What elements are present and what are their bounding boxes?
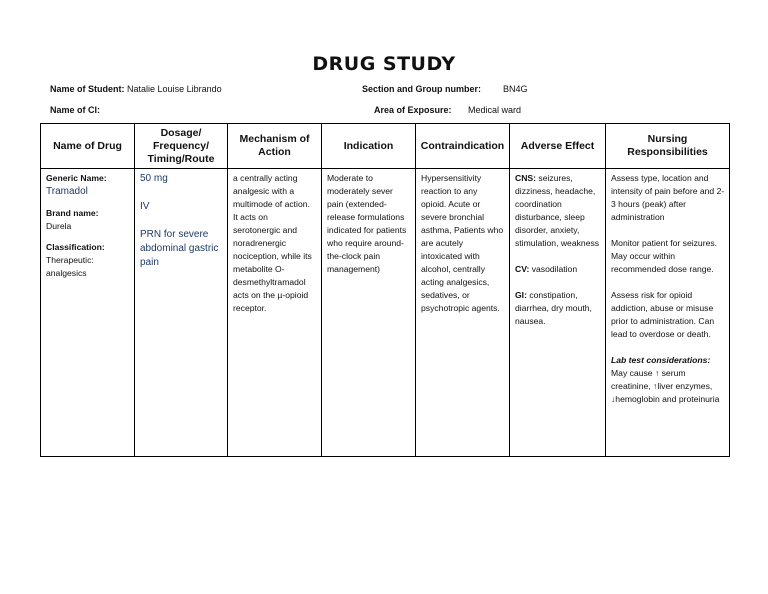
cell-drug (41, 169, 135, 457)
cell-dosage (135, 169, 228, 457)
section-label: Section and Group number: (362, 84, 482, 94)
cell-nursing (606, 169, 730, 457)
adverse-cns: CNS: seizures, dizziness, headache, coordination disturbance, sleep disorder, anxiety, stimulation, weakness (515, 173, 600, 248)
col-header-adverse: Adverse Effect (510, 124, 606, 169)
col-header-mechanism: Mechanism of Action (228, 124, 322, 169)
section-row (362, 84, 481, 94)
nursing-item-1: Assess type, location and intensity of pain before and 2-3 hours (peak) after administration (611, 173, 725, 222)
col-header-indication: Indication (322, 124, 416, 169)
student-value: Natalie Louise Librando (127, 84, 222, 94)
area-row (374, 105, 452, 115)
class-label: Classification: (46, 242, 105, 252)
generic-label: Generic Name: (46, 173, 107, 183)
ci-label: Name of CI: (50, 105, 101, 115)
timing-value: PRN for severe abdominal gastric pain (140, 229, 219, 268)
lab-value: May cause ↑ serum creatinine, ↑liver enzymes, ↓hemoglobin and proteinuria (611, 368, 720, 404)
area-value: Medical ward (468, 105, 522, 115)
drug-study-table (40, 123, 730, 457)
area-label: Area of Exposure: (374, 105, 452, 115)
col-header-nursing: Nursing Responsibilities (606, 124, 730, 169)
generic-value: Tramadol (46, 186, 88, 197)
col-header-dosage: Dosage/ Frequency/ Timing/Route (135, 124, 228, 169)
route-value: IV (140, 201, 150, 212)
class-value: Therapeutic: analgesics (46, 255, 94, 278)
adverse-gi: GI: constipation, diarrhea, dry mouth, nausea. (515, 290, 592, 326)
ci-row (50, 105, 100, 115)
adverse-cv: CV: vasodilation (515, 264, 578, 274)
brand-label: Brand name: (46, 208, 99, 218)
table-header-row (41, 124, 730, 169)
dose-value: 50 mg (140, 173, 168, 184)
cell-mechanism: a centrally acting analgesic with a multimode of action. It acts on serotonergic and noradrenergic nociception, while its metabolite O-desmethyltramadol acts on the µ-opioid receptor. (228, 169, 322, 457)
col-header-contraindication: Contraindication (416, 124, 510, 169)
section-value: BN4G (503, 84, 528, 94)
page-title: DRUG STUDY (312, 53, 456, 75)
student-label: Name of Student: (50, 84, 125, 94)
nursing-item-2: Monitor patient for seizures. May occur within recommended dose range. (611, 238, 718, 274)
brand-value: Durela (46, 221, 72, 231)
nursing-item-3: Assess risk for opioid addiction, abuse or misuse prior to administration. Can lead to overdose or death. (611, 290, 715, 339)
student-row (50, 84, 222, 94)
cell-adverse (510, 169, 606, 457)
cell-contraindication: Hypersensitivity reaction to any opioid. Acute or severe bronchial asthma, Patients who are acutely intoxicated with alcohol, centrally acting analgesics, sedatives, or psychotropic agents. (416, 169, 510, 457)
col-header-drug: Name of Drug (41, 124, 135, 169)
lab-label: Lab test considerations: (611, 355, 711, 365)
table-row (41, 169, 730, 457)
cell-indication: Moderate to moderately sever pain (extended-release formulations indicated for patients who require around-the-clock pain management) (322, 169, 416, 457)
